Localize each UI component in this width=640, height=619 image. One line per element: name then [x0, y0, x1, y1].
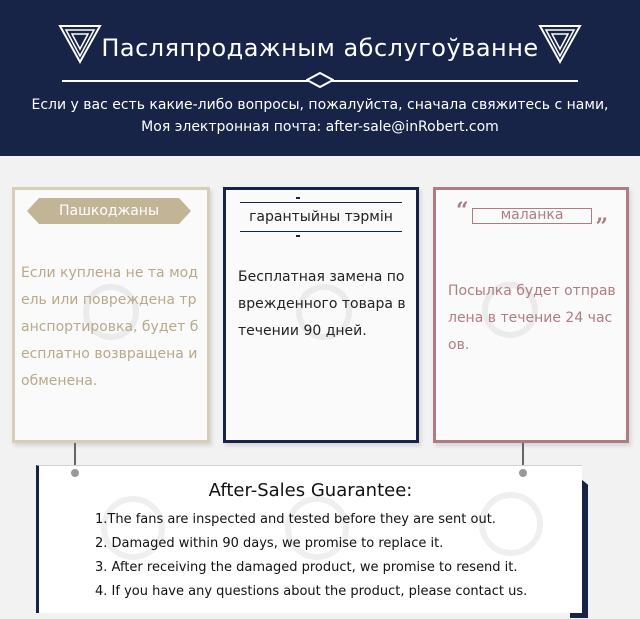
page-title: Пасляпродажным абслугоўванне [101, 34, 539, 62]
guarantee-title: After-Sales Guarantee: [208, 480, 413, 501]
damaged-text: Если куплена не та модель или повреждена транспортировка, будет бесплатно возвращена и обменена. [21, 265, 199, 389]
pin-head-icon [71, 469, 79, 477]
warranty-label [240, 202, 402, 232]
quote-close-icon: ” [595, 214, 608, 240]
shipping-card [433, 187, 629, 443]
warranty-label-text: гарантыйны тэрмін [249, 209, 393, 225]
guarantee-item: 3. After receiving the damaged product, we promise to resend it. [95, 560, 518, 575]
shipping-label [456, 198, 608, 240]
quote-open-icon: “ [456, 198, 469, 224]
damaged-label: Пашкоджаны [39, 198, 179, 224]
guarantee-item: 1.The fans are inspected and tested before they are sent out. [95, 512, 496, 527]
shipping-text: Посылка будет отправлена в течение 24 часов. [448, 283, 616, 353]
diamond-ornament-icon [306, 72, 334, 88]
warranty-card [223, 187, 419, 443]
warranty-text: Бесплатная замена поврежденного товара в течении 90 дней. [238, 269, 406, 339]
guarantee-item: 2. Damaged within 90 days, we promise to replace it. [95, 536, 444, 551]
pin-head-icon [519, 469, 527, 477]
damaged-card [12, 187, 210, 443]
guarantee-item: 4. If you have any questions about the product, please contact us. [95, 584, 528, 599]
header-banner [0, 0, 640, 156]
contact-note: Если у вас есть какие-либо вопросы, пожалуйста, сначала свяжитесь с нами, [31, 97, 609, 113]
shipping-label-text: маланка [500, 207, 564, 223]
guarantee-panel [36, 465, 582, 613]
contact-email: Моя электронная почта: after-sale@inRobert.com [141, 119, 499, 135]
